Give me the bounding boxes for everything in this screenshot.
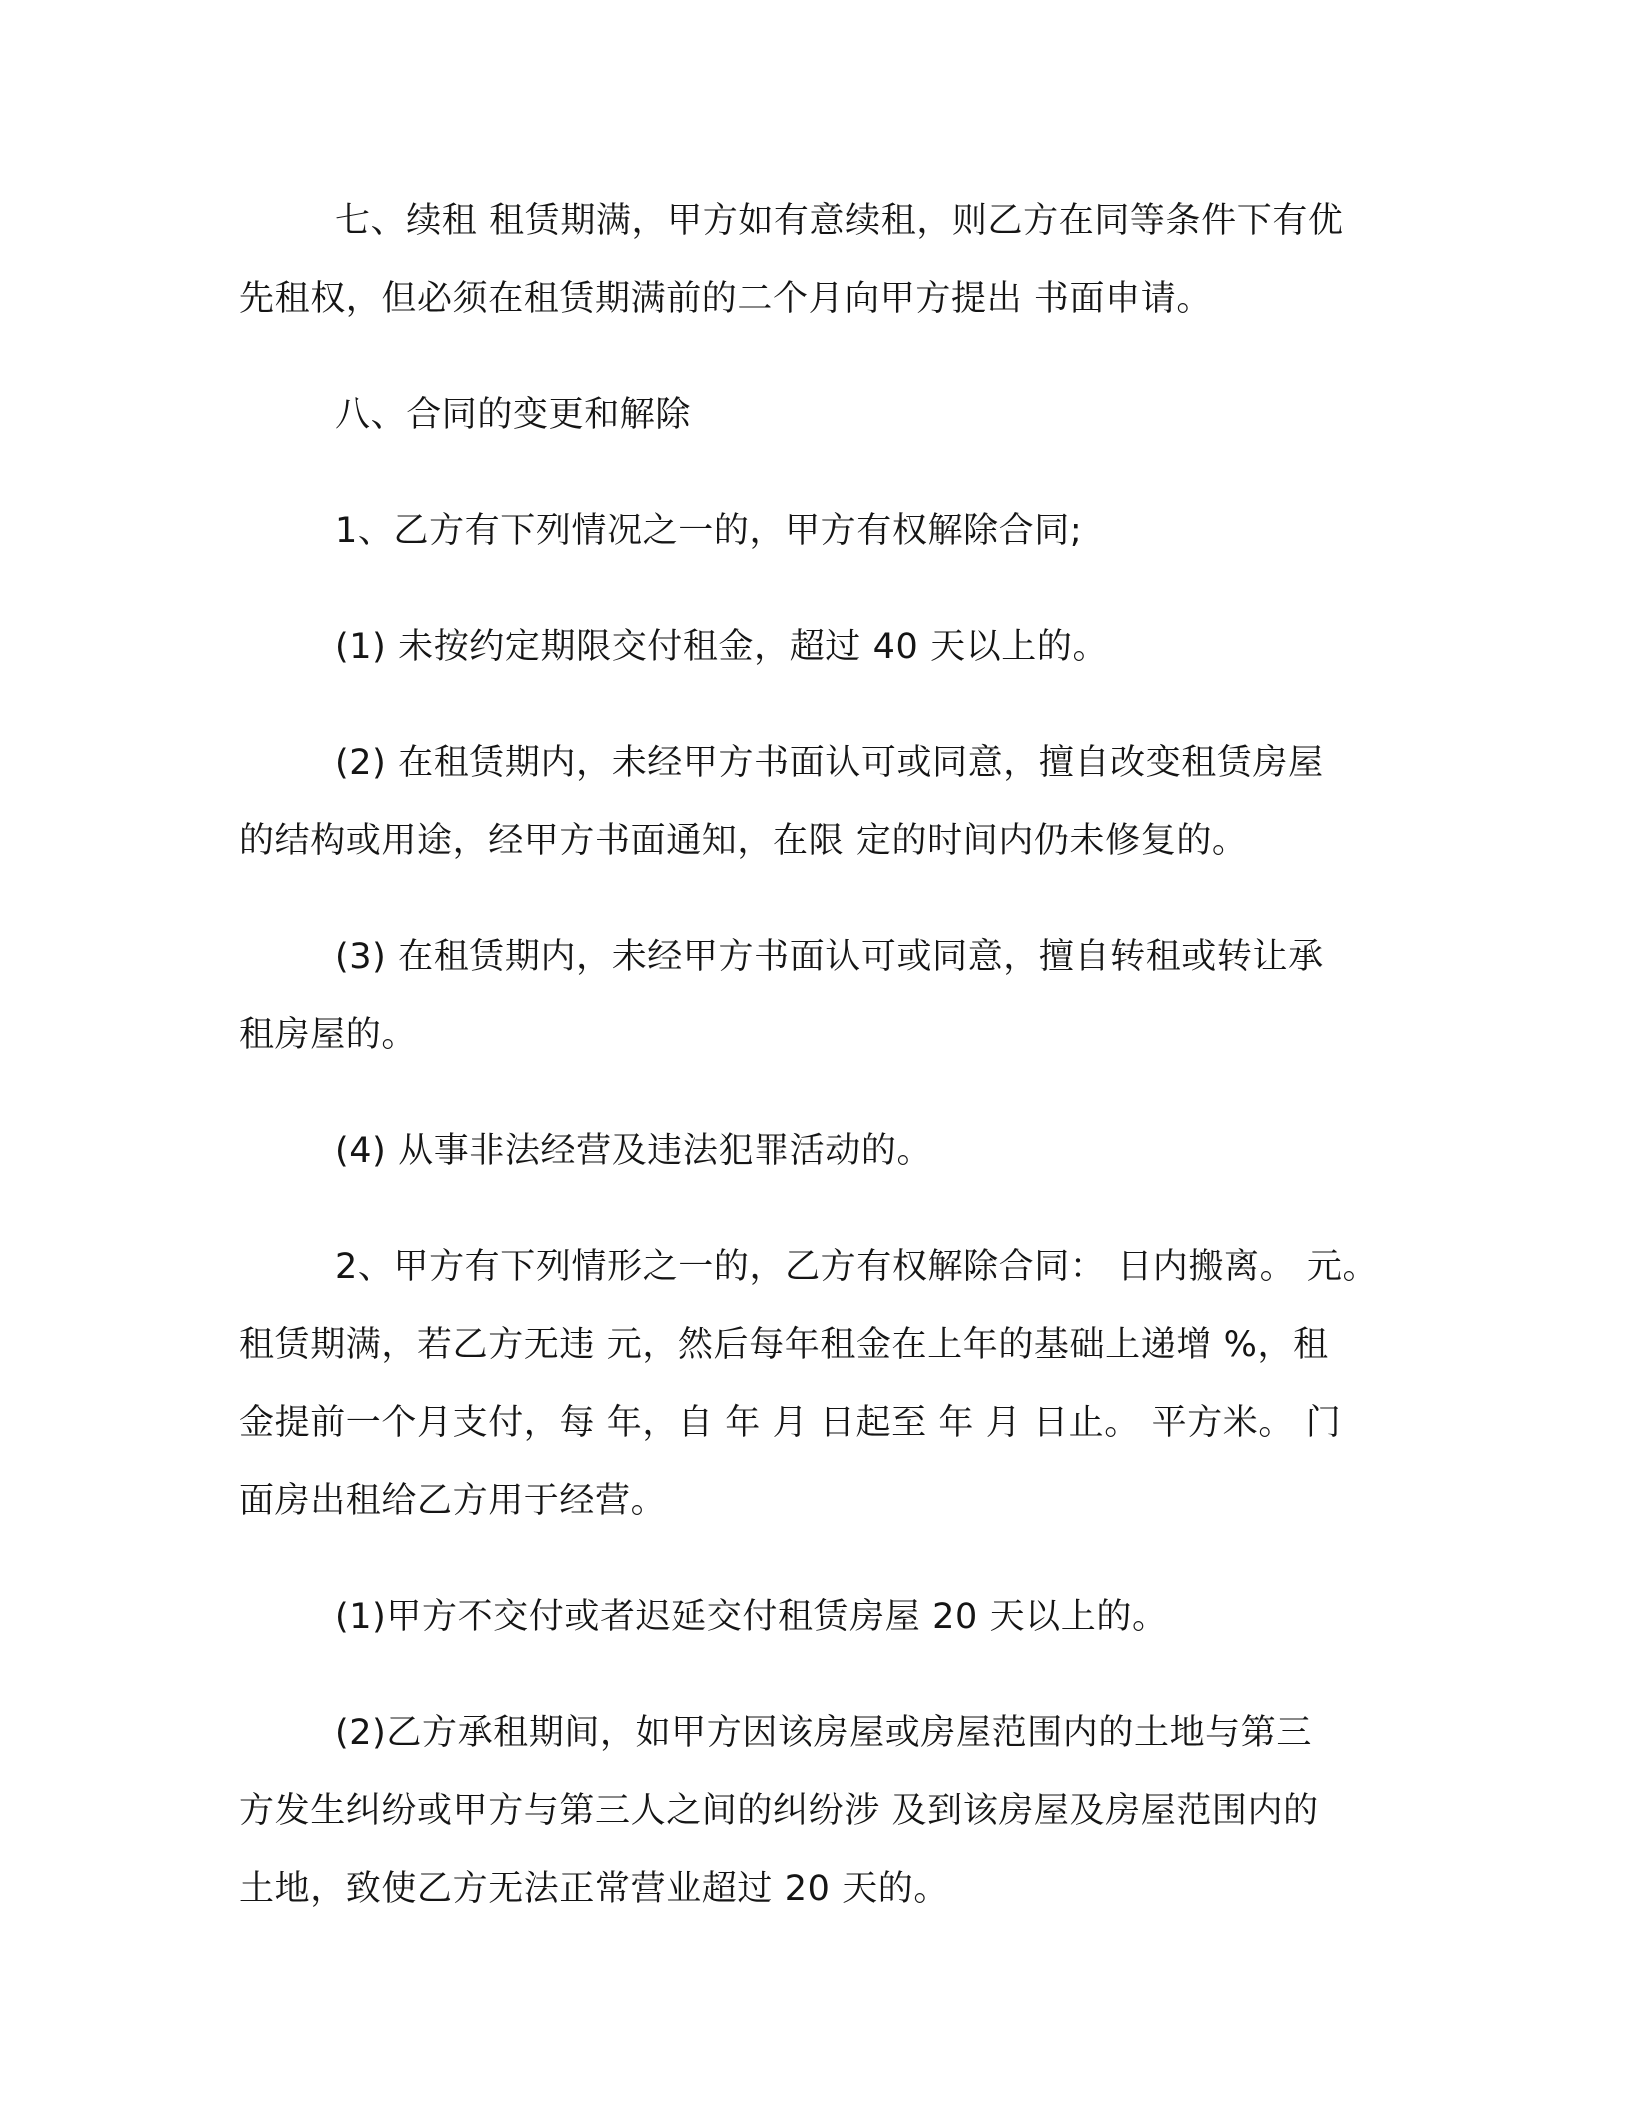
text-line: 八、合同的变更和解除 (335, 395, 692, 435)
text-line: 土地，致使乙方无法正常营业超过 20 天的。 (239, 1869, 949, 1909)
text-line: (3) 在租赁期内，未经甲方书面认可或同意，擅自转租或转让承 (335, 937, 1324, 977)
text-line: (1)甲方不交付或者迟延交付租赁房屋 20 天以上的。 (335, 1597, 1168, 1637)
paragraph-item-2-1 (239, 1578, 1389, 1656)
paragraph-item-1-4 (239, 1112, 1389, 1190)
text-line: (2)乙方承租期间，如甲方因该房屋或房屋范围内的土地与第三 (335, 1713, 1312, 1753)
paragraph-renewal (239, 182, 1389, 338)
text-line: 2、甲方有下列情形之一的，乙方有权解除合同： 日内搬离。 元。 (335, 1247, 1379, 1287)
text-line: 租房屋的。 (239, 1015, 418, 1055)
text-line: 面房出租给乙方用于经营。 (239, 1481, 667, 1521)
document-body (239, 182, 1389, 1966)
text-line: 方发生纠纷或甲方与第三人之间的纠纷涉 及到该房屋及房屋范围内的 (239, 1791, 1319, 1831)
text-line: (2) 在租赁期内，未经甲方书面认可或同意，擅自改变租赁房屋 (335, 743, 1324, 783)
text-line: 金提前一个月支付，每 年，自 年 月 日起至 年 月 日止。 平方米。 门 (239, 1403, 1342, 1443)
text-line: 七、续租 租赁期满，甲方如有意续租，则乙方在同等条件下有优 (335, 201, 1344, 241)
paragraph-clause-2 (239, 1228, 1389, 1540)
paragraph-clause-1 (239, 492, 1389, 570)
text-line: 1、乙方有下列情况之一的，甲方有权解除合同; (335, 511, 1083, 551)
paragraph-item-1-1 (239, 608, 1389, 686)
text-line: 租赁期满，若乙方无违 元，然后每年租金在上年的基础上递增 %，租 (239, 1325, 1329, 1365)
text-line: (4) 从事非法经营及违法犯罪活动的。 (335, 1131, 933, 1171)
text-line: (1) 未按约定期限交付租金，超过 40 天以上的。 (335, 627, 1109, 667)
text-line: 的结构或用途，经甲方书面通知，在限 定的时间内仍未修复的。 (239, 821, 1248, 861)
section-heading-contract-change (239, 376, 1389, 454)
paragraph-item-1-3 (239, 918, 1389, 1074)
paragraph-item-1-2 (239, 724, 1389, 880)
paragraph-item-2-2 (239, 1694, 1389, 1928)
text-line: 先租权，但必须在租赁期满前的二个月向甲方提出 书面申请。 (239, 279, 1212, 319)
